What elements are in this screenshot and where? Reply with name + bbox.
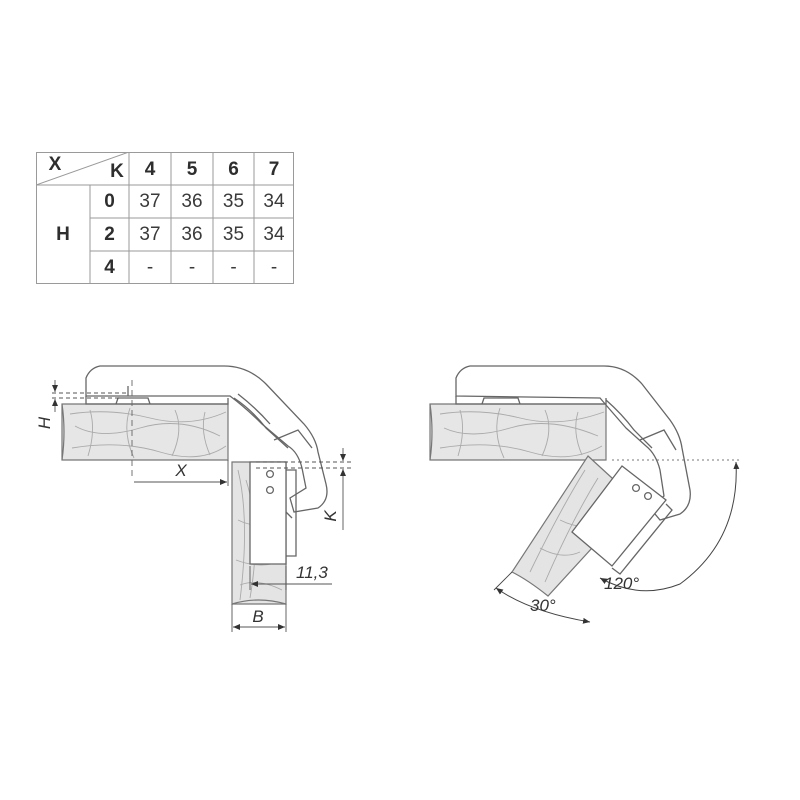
- table-cell: -: [188, 257, 196, 278]
- hinge-cup: [250, 462, 296, 564]
- table-cell: -: [146, 257, 154, 278]
- k-header-7: 7: [268, 159, 280, 180]
- dimension-k-label: K: [321, 510, 340, 522]
- k-header-4: 4: [144, 159, 156, 180]
- table-cell: 35: [222, 191, 245, 212]
- dimension-h-label: H: [35, 416, 54, 430]
- table-cell: 35: [222, 224, 245, 245]
- cabinet-panel-open: [430, 404, 606, 460]
- k-header-6: 6: [228, 159, 239, 180]
- table-cell: -: [230, 257, 237, 278]
- dimension-offset-label: 11,3: [296, 563, 328, 582]
- k-header-5: 5: [186, 159, 198, 180]
- corner-k-label: K: [110, 161, 124, 182]
- table-cell: 36: [181, 224, 203, 245]
- left-hinge-drawing: [35, 366, 354, 632]
- corner-x-label: X: [48, 154, 62, 175]
- table-cell: 36: [181, 191, 203, 212]
- angle-120-label: 120°: [604, 574, 640, 593]
- angle-leg: [494, 572, 512, 590]
- table-cell: 37: [139, 224, 161, 245]
- table-cell: -: [270, 257, 278, 278]
- row-group-h-label: H: [56, 223, 70, 245]
- h-value-2: 2: [104, 224, 115, 245]
- h-value-4: 4: [104, 257, 115, 278]
- cabinet-panel: [62, 404, 228, 460]
- table-cell: 34: [263, 191, 285, 212]
- angle-30-label: 30°: [530, 596, 556, 615]
- dimension-x-label: X: [175, 461, 187, 480]
- table-cell: 34: [263, 224, 285, 245]
- dimension-b-label: B: [252, 607, 264, 626]
- table-cell: 37: [139, 191, 161, 212]
- right-hinge-drawing: [430, 366, 742, 622]
- h-value-0: 0: [104, 191, 115, 212]
